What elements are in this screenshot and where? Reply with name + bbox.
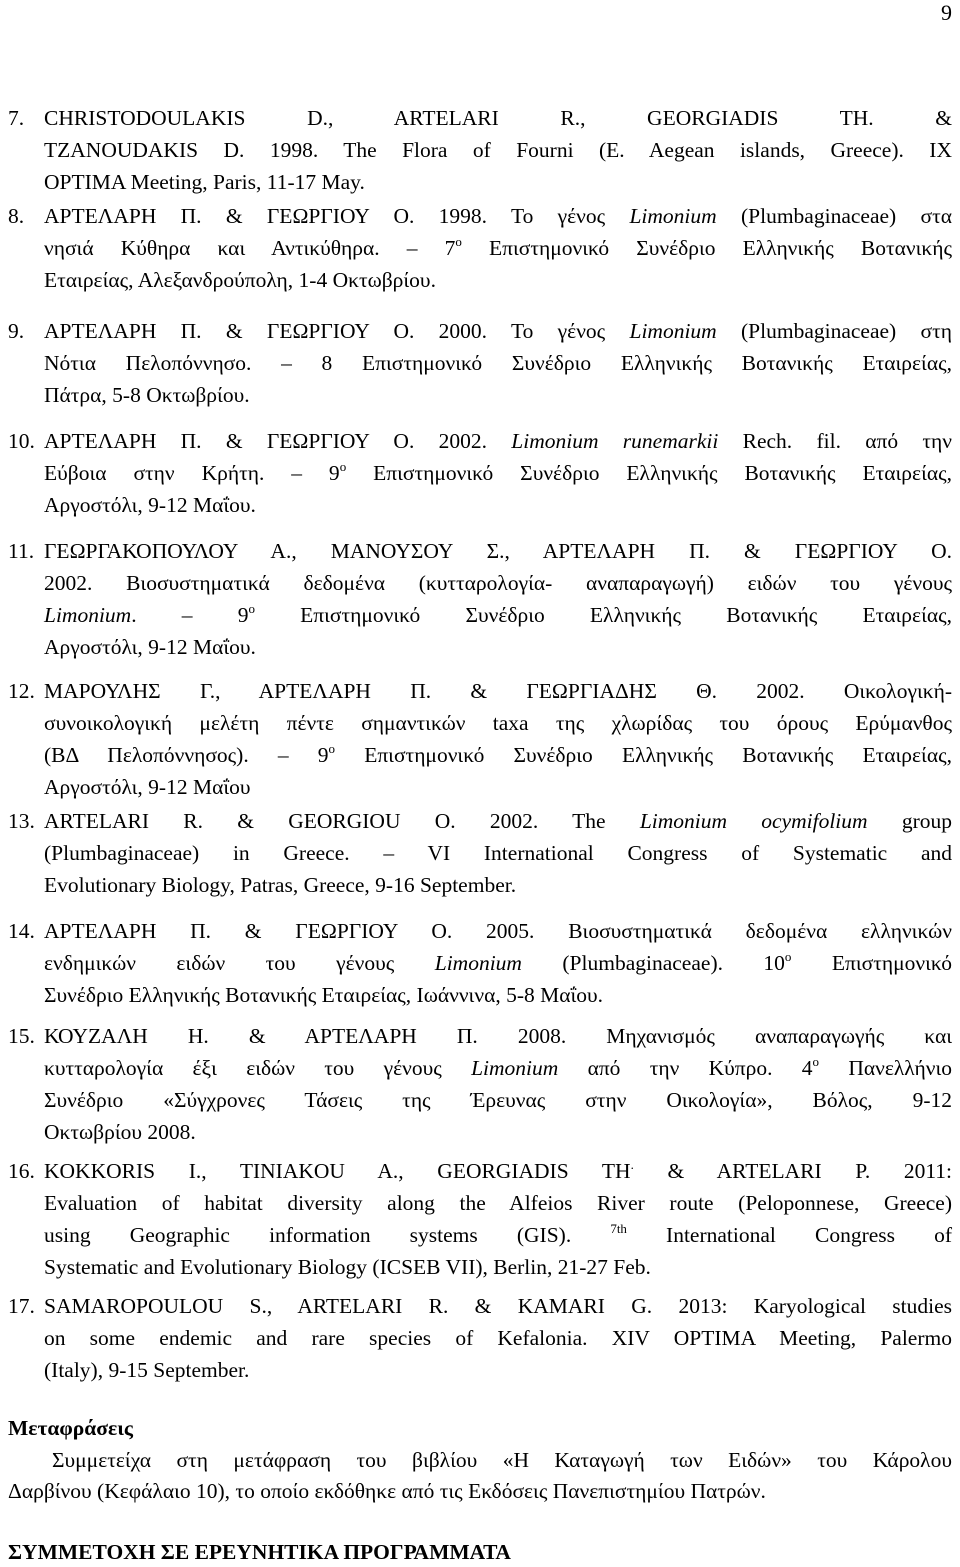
italic-taxon: Limonium ocymifolium <box>639 809 868 833</box>
entry-line <box>44 166 952 198</box>
text-segment: Επιστημονικό Συνέδριο Ελληνικής Βοτανικής <box>461 236 952 260</box>
text-segment: on some endemic and rare species of Kefalonia. XIV OPTIMA Meeting, Palermo <box>44 1326 952 1350</box>
text-segment: ΑΡΤΕΛΑΡΗ Π. & ΓΕΩΡΓΙΟΥ Ο. 2000. Το γένος <box>44 319 630 343</box>
translations-line: Δαρβίνου (Κεφάλαιο 10), το οποίο εκδόθηκε από τις Εκδόσεις Πανεπιστημίου Πατρών. <box>8 1479 766 1503</box>
text-segment: using Geographic information systems (GIS). <box>44 1223 611 1247</box>
translations-heading: Μεταφράσεις <box>8 1416 133 1440</box>
text-segment: Πανελλήνιο <box>819 1056 953 1080</box>
text-segment: νησιά Κύθηρα και Αντικύθηρα. – 7 <box>44 236 456 260</box>
superscript: ο <box>339 459 347 474</box>
entry-line <box>44 869 952 901</box>
page-number: 9 <box>941 0 952 25</box>
text-segment: (ΒΔ Πελοπόννησος). – 9 <box>44 743 329 767</box>
entry-number: 14. <box>8 919 35 943</box>
text-segment: Επιστημονικό Συνέδριο Ελληνικής Βοτανικής Εταιρείας, <box>335 743 952 767</box>
text-segment: group <box>867 809 952 833</box>
entry-number: 11. <box>8 539 35 563</box>
text-segment: KOKKORIS I., TINIAKOU A., GEORGIADIS TH <box>44 1159 631 1183</box>
entry-line <box>44 771 952 803</box>
research-programs-heading: ΣΥΜΜΕΤΟΧΗ ΣΕ ΕΡΕΥΝΗΤΙΚΑ ΠΡΟΓΡΑΜΜΑΤΑ <box>8 1540 511 1564</box>
entry-number: 8. <box>8 204 25 228</box>
entry-line <box>44 264 952 296</box>
entry-line <box>44 200 952 232</box>
text-segment: & ARTELARI P. 2011: <box>633 1159 952 1183</box>
text-segment: Evolutionary Biology, Patras, Greece, 9-16 September. <box>44 873 517 897</box>
text-segment: συνοικολογική μελέτη πέντε σημαντικών taxa της χλωρίδας του όρους Ερύμανθος <box>44 711 952 735</box>
text-segment: από την Κύπρο. 4 <box>558 1056 813 1080</box>
text-segment: International Congress of <box>626 1223 953 1247</box>
text-segment: Επιστημονικό <box>791 951 953 975</box>
text-segment: 2002. Βιοσυστηματικά δεδομένα (κυτταρολογία- αναπαραγωγή) ειδών του γένους <box>44 571 952 595</box>
entry-number: 9. <box>8 319 25 343</box>
entry-line <box>44 1187 952 1219</box>
text-segment: ΜΑΡΟΥΛΗΣ Γ., ΑΡΤΕΛΑΡΗ Π. & ΓΕΩΡΓΙΑΔΗΣ Θ. 2002. Οικολογική- <box>44 679 952 703</box>
entry-line <box>44 1251 952 1283</box>
italic-taxon: Limonium <box>629 319 717 343</box>
superscript: . <box>630 1157 634 1172</box>
text-segment: Αργοστόλι, 9-12 Μαΐου. <box>44 635 256 659</box>
entry-line <box>44 1290 952 1322</box>
text-segment: Επιστημονικό Συνέδριο Ελληνικής Βοτανικής Εταιρείας, <box>346 461 953 485</box>
text-segment: ΑΡΤΕΛΑΡΗ Π. & ΓΕΩΡΓΙΟΥ Ο. 1998. Το γένος <box>44 204 630 228</box>
superscript: ο <box>455 234 462 249</box>
entry-line <box>44 535 952 567</box>
entry-line <box>44 134 952 166</box>
text-segment: ARTELARI R. & GEORGIOU O. 2002. The <box>44 809 640 833</box>
text-segment: Συνέδριο Ελληνικής Βοτανικής Εταιρείας, Ιωάννινα, 5-8 Μαΐου. <box>44 983 604 1007</box>
text-segment: CHRISTODOULAKIS D., ARTELARI R., GEORGIADIS TH. & <box>44 106 952 130</box>
entry-number: 13. <box>8 809 35 833</box>
italic-taxon: Limonium <box>629 204 717 228</box>
text-segment: Rech. fil. από την <box>718 429 952 453</box>
entry-line <box>44 675 952 707</box>
entry-line <box>44 599 952 631</box>
text-segment: Systematic and Evolutionary Biology (ICSEB VII), Berlin, 21-27 Feb. <box>44 1255 651 1279</box>
text-segment: . – 9 <box>131 603 249 627</box>
text-segment: ΑΡΤΕΛΑΡΗ Π. & ΓΕΩΡΓΙΟΥ Ο. 2005. Βιοσυστηματικά δεδομένα ελληνικών <box>44 919 952 943</box>
italic-taxon: Limonium runemarkii <box>511 429 719 453</box>
text-segment: ΑΡΤΕΛΑΡΗ Π. & ΓΕΩΡΓΙΟΥ Ο. 2002. <box>44 429 512 453</box>
entry-line <box>44 739 952 771</box>
entry-line <box>44 1052 952 1084</box>
text-segment: OPTIMA Meeting, Paris, 11-17 May. <box>44 170 365 194</box>
entry-number: 17. <box>8 1294 35 1318</box>
entry-line <box>44 631 952 663</box>
entry-line <box>44 805 952 837</box>
text-segment: Εύβοια στην Κρήτη. – 9 <box>44 461 340 485</box>
entry-line <box>44 1116 952 1148</box>
entry-line <box>44 1322 952 1354</box>
text-segment: TZANOUDAKIS D. 1998. The Flora of Fourni (E. Aegean islands, Greece). IX <box>44 138 952 162</box>
text-segment: (Plumbaginaceae) in Greece. – VI International Congress of Systematic and <box>44 841 952 865</box>
italic-taxon: Limonium <box>471 1056 559 1080</box>
text-segment: ΓΕΩΡΓΑΚΟΠΟΥΛΟΥ Α., ΜΑΝΟΥΣΟΥ Σ., ΑΡΤΕΛΑΡΗ Π. & ΓΕΩΡΓΙΟΥ Ο. <box>44 539 952 563</box>
superscript: ο <box>328 741 336 756</box>
entry-line <box>44 947 952 979</box>
entry-line <box>44 1020 952 1052</box>
entry-line <box>44 102 952 134</box>
text-segment: Εταιρείας, Αλεξανδρούπολη, 1-4 Οκτωβρίου. <box>44 268 436 292</box>
entry-number: 7. <box>8 106 25 130</box>
text-segment: Νότια Πελοπόννησο. – 8 Επιστημονικό Συνέδριο Ελληνικής Βοτανικής Εταιρείας, <box>44 351 952 375</box>
entry-number: 16. <box>8 1159 35 1183</box>
entry-line <box>44 707 952 739</box>
entry-line <box>44 1084 952 1116</box>
text-segment: ΚΟΥΖΑΛΗ Η. & ΑΡΤΕΛΑΡΗ Π. 2008. Μηχανισμός αναπαραγωγής και <box>44 1024 952 1048</box>
entry-line <box>44 347 952 379</box>
superscript: ο <box>812 1054 820 1069</box>
italic-taxon: Limonium <box>44 603 132 627</box>
entry-line <box>44 489 952 521</box>
entry-line <box>44 232 952 264</box>
entry-number: 12. <box>8 679 35 703</box>
entry-line <box>44 915 952 947</box>
entry-line <box>44 567 952 599</box>
superscript: 7th <box>610 1221 627 1236</box>
text-segment: (Plumbaginaceae) στη <box>716 319 952 343</box>
text-segment: Evaluation of habitat diversity along the Alfeios River route (Peloponnese, Greece) <box>44 1191 952 1215</box>
superscript: ο <box>784 949 792 964</box>
text-segment: (Italy), 9-15 September. <box>44 1358 250 1382</box>
text-segment: Πάτρα, 5-8 Οκτωβρίου. <box>44 383 250 407</box>
italic-taxon: Limonium <box>434 951 522 975</box>
entry-line <box>44 837 952 869</box>
text-segment: Αργοστόλι, 9-12 Μαΐου. <box>44 493 256 517</box>
entry-line <box>44 1219 952 1251</box>
text-segment: Οκτωβρίου 2008. <box>44 1120 196 1144</box>
entry-line <box>44 1354 952 1386</box>
superscript: ο <box>248 601 255 616</box>
entry-line <box>44 379 952 411</box>
text-segment: Συνέδριο «Σύγχρονες Τάσεις της Έρευνας στην Οικολογία», Βόλος, 9-12 <box>44 1088 952 1112</box>
entry-number: 15. <box>8 1024 35 1048</box>
translations-line: Συμμετείχα στη μετάφραση του βιβλίου «Η Καταγωγή των Ειδών» του Κάρολου <box>52 1448 952 1472</box>
entry-line <box>44 1155 952 1187</box>
entry-line <box>44 315 952 347</box>
text-segment: (Plumbaginaceae). 10 <box>521 951 785 975</box>
text-segment: κυτταρολογία έξι ειδών του γένους <box>44 1056 472 1080</box>
entry-line <box>44 425 952 457</box>
text-segment: SAMAROPOULOU S., ARTELARI R. & KAMARI G. 2013: Karyological studies <box>44 1294 952 1318</box>
entry-line <box>44 979 952 1011</box>
entry-number: 10. <box>8 429 35 453</box>
text-segment: Επιστημονικό Συνέδριο Ελληνικής Βοτανικής Εταιρείας, <box>254 603 953 627</box>
text-segment: ενδημικών ειδών του γένους <box>44 951 435 975</box>
text-segment: (Plumbaginaceae) στα <box>716 204 952 228</box>
text-segment: Αργοστόλι, 9-12 Μαΐου <box>44 775 251 799</box>
entry-line <box>44 457 952 489</box>
